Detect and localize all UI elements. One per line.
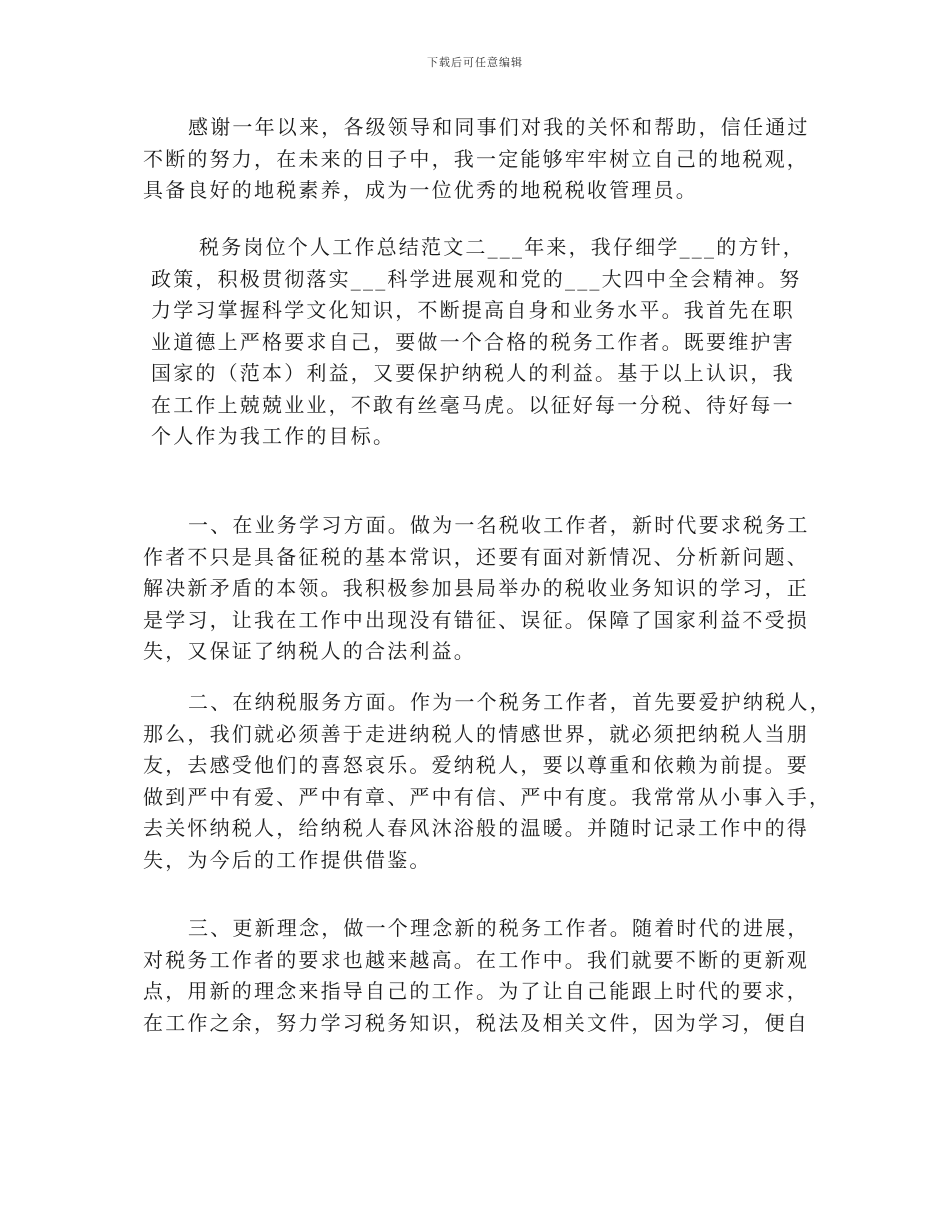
- text-line: 那么，我们就必须善于走进纳税人的情感世界，就必须把纳税人当朋: [143, 721, 809, 746]
- paragraph-update-ideas: [143, 913, 810, 1039]
- text-line: 是学习，让我在工作中出现没有错征、误征。保障了国家利益不受损: [143, 607, 809, 632]
- text-line: 失，又保证了纳税人的合法利益。: [143, 639, 476, 663]
- text-line: 三、更新理念，做一个理念新的税务工作者。随着时代的进展，: [188, 916, 810, 940]
- paragraph-taxpayer-service: [143, 687, 832, 876]
- paragraph-business-study: [143, 510, 810, 668]
- paragraph-sample-two: [151, 232, 805, 453]
- text-line: 在工作上兢兢业业，不敢有丝毫马虎。以征好每一分税、待好每一: [151, 392, 795, 417]
- text-line: 力学习掌握科学文化知识，不断提高自身和业务水平。我首先在职: [151, 298, 795, 322]
- text-line: 做到严中有爱、严中有章、严中有信、严中有度。我常常从小事入手，: [143, 784, 832, 809]
- text-line: 具备良好的地税素养，成为一位优秀的地税税收管理员。: [143, 178, 698, 202]
- text-line: 点，用新的理念来指导自己的工作。为了让自己能跟上时代的要求，: [143, 979, 809, 1003]
- text-line: 感谢一年以来，各级领导和同事们对我的关怀和帮助，信任通过: [188, 115, 810, 139]
- text-line: 去关怀纳税人，给纳税人春风沐浴般的温暖。并随时记录工作中的得: [143, 816, 809, 840]
- text-line: 个人作为我工作的目标。: [151, 424, 396, 448]
- text-line: 不断的努力，在未来的日子中，我一定能够牢牢树立自己的地税观，: [143, 146, 809, 171]
- text-line: 对税务工作者的要求也越来越高。在工作中。我们就要不断的更新观: [143, 947, 809, 972]
- text-line: 在工作之余，努力学习税务知识，税法及相关文件，因为学习，便自: [143, 1010, 809, 1035]
- text-line: 政策，积极贯彻落实___科学进展观和党的___大四中全会精神。努: [151, 266, 802, 291]
- text-line: 解决新矛盾的本领。我积极参加县局举办的税收业务知识的学习，正: [143, 576, 809, 600]
- text-line: 失，为今后的工作提供借鉴。: [143, 847, 432, 872]
- text-line: 作者不只是具备征税的基本常识，还要有面对新情况、分析新问题、: [143, 544, 809, 569]
- paragraph-thanks: [143, 112, 810, 207]
- text-line: 税务岗位个人工作总结范文二___年来，我仔细学___的方针，: [199, 235, 805, 259]
- text-line: 友，去感受他们的喜怒哀乐。爱纳税人，要以尊重和依赖为前提。要: [143, 753, 809, 777]
- text-line: 国家的（范本）利益，又要保护纳税人的利益。基于以上认识，我: [151, 361, 795, 385]
- text-line: 二、在纳税服务方面。作为一个税务工作者，首先要爱护纳税人，: [188, 690, 832, 714]
- page-header: 下载后可任意编辑: [427, 56, 523, 69]
- text-line: 业道德上严格要求自己，要做一个合格的税务工作者。既要维护害: [151, 329, 795, 354]
- text-line: 一、在业务学习方面。做为一名税收工作者，新时代要求税务工: [188, 513, 810, 537]
